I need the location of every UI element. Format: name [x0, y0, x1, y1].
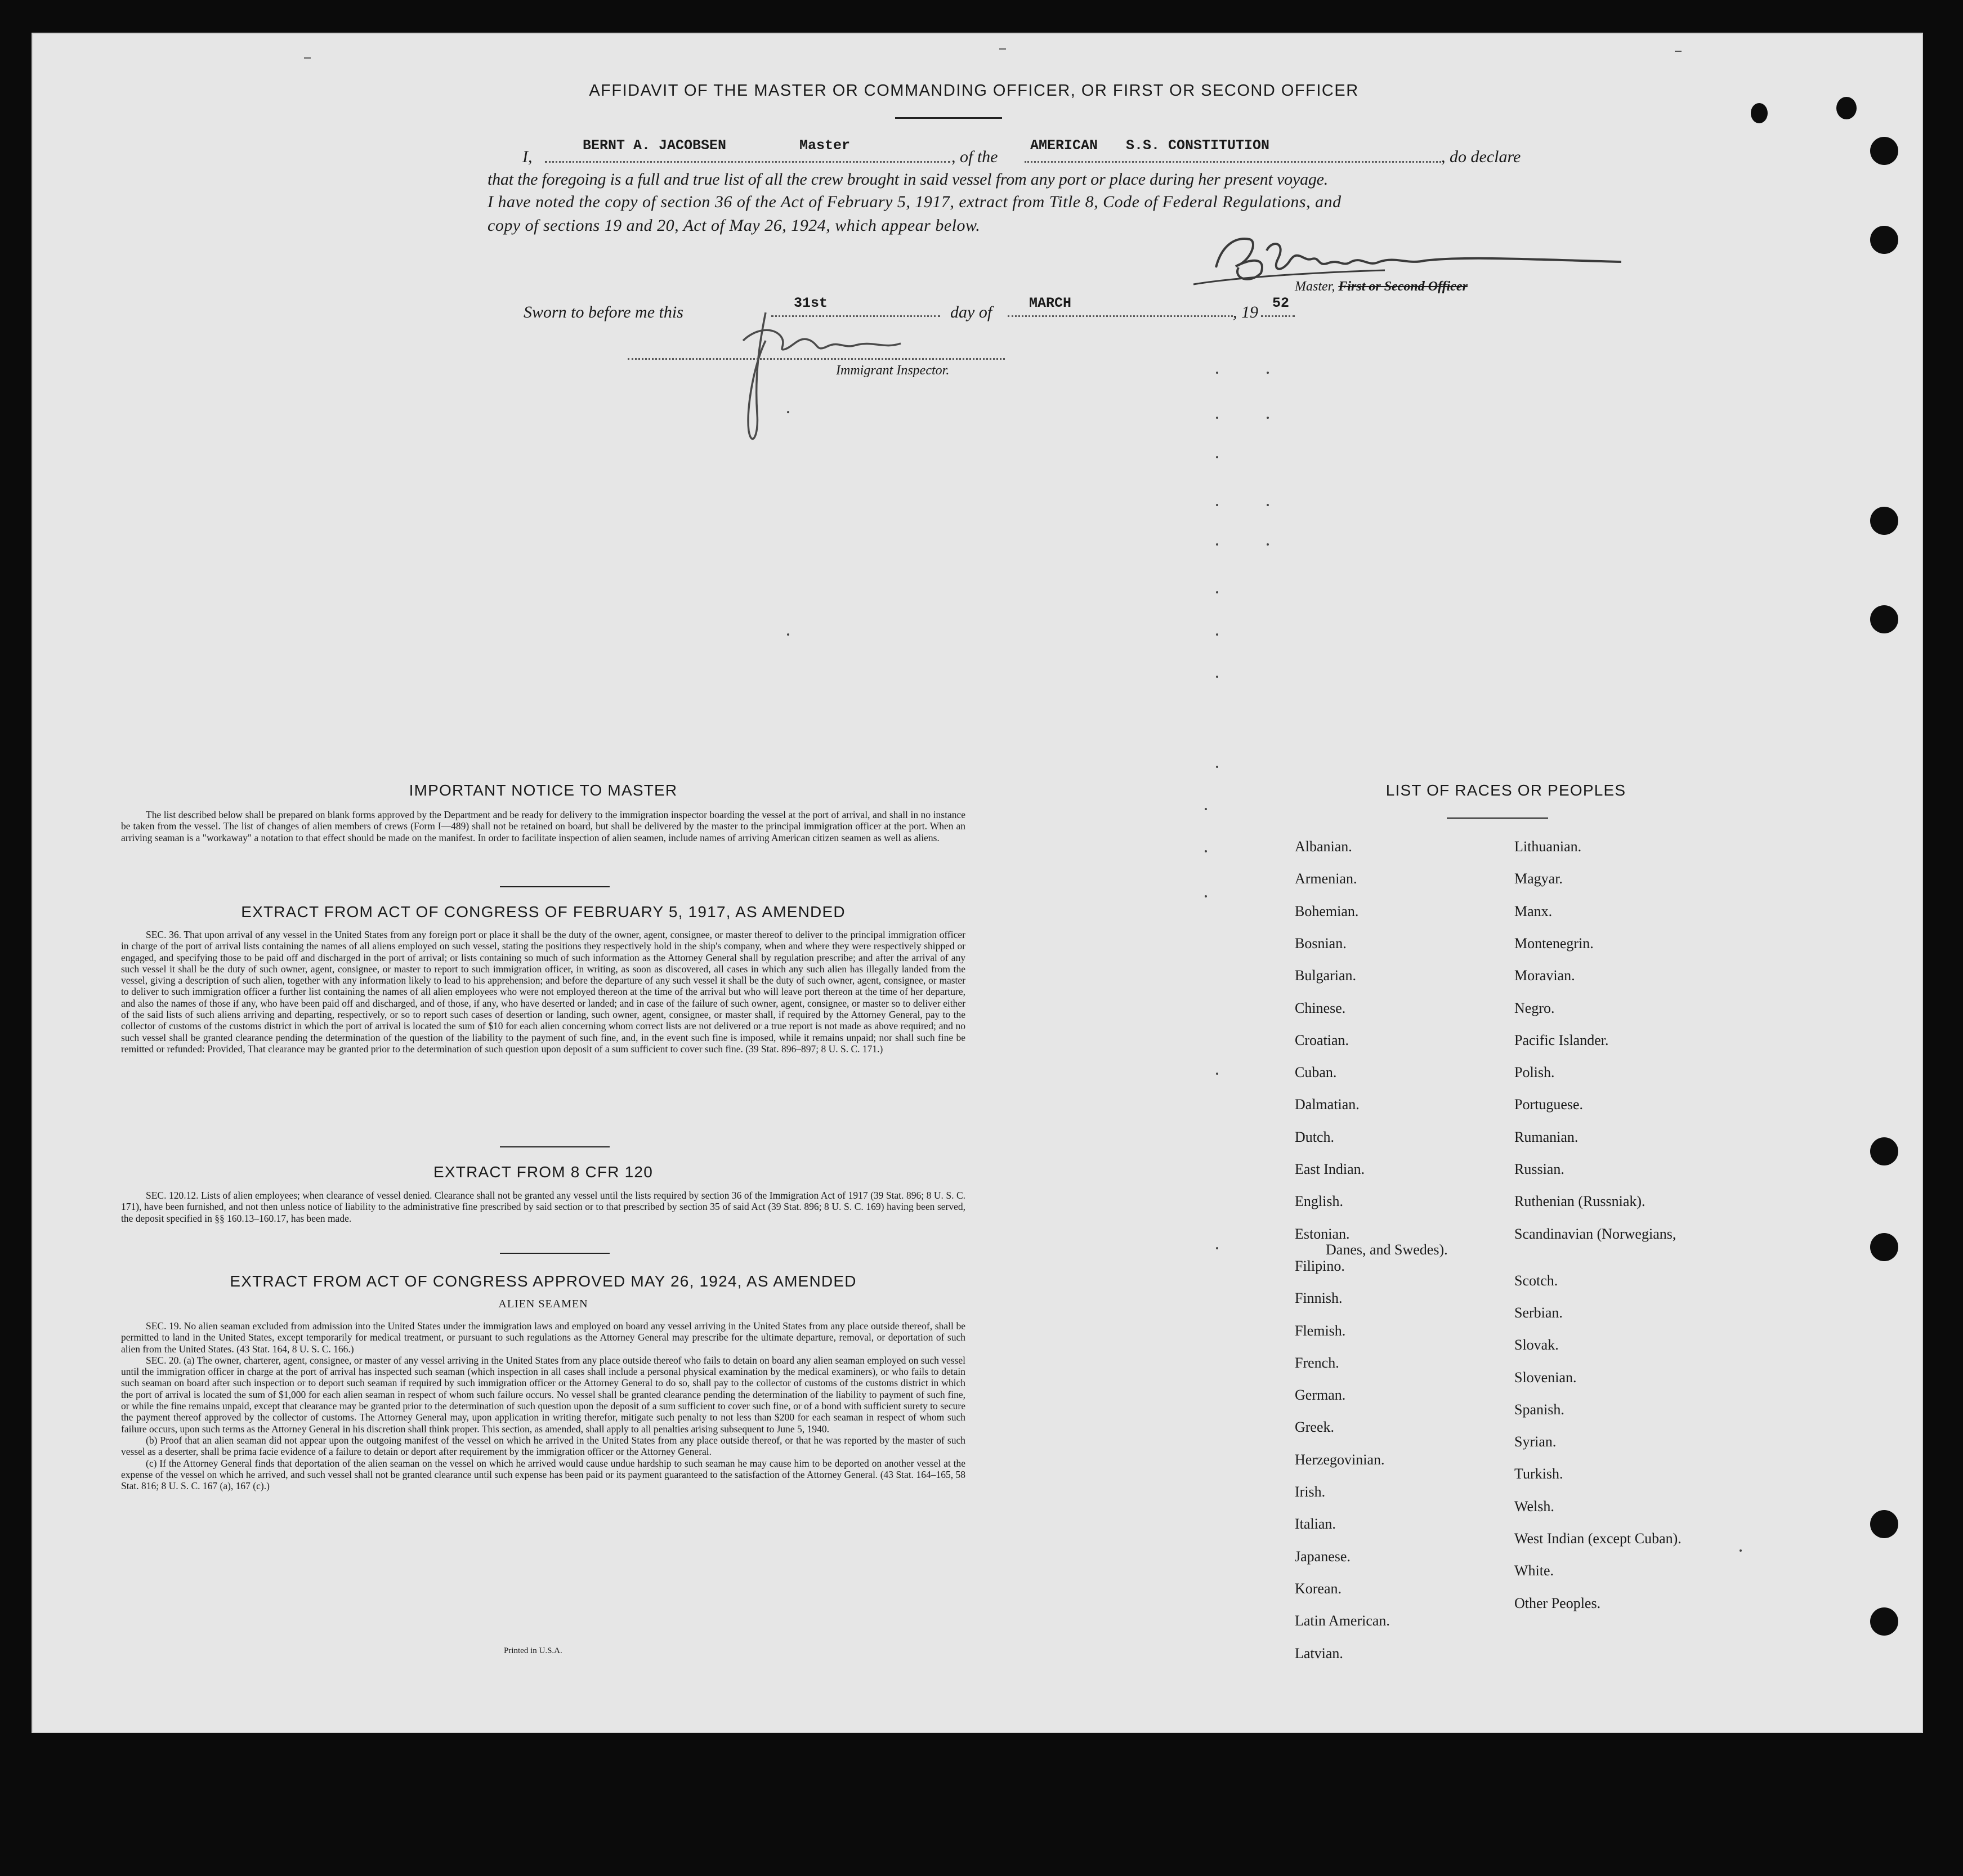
race-item: Greek. [1295, 1419, 1335, 1436]
speck [1267, 504, 1269, 506]
race-item: Herzegovinian. [1295, 1451, 1385, 1468]
race-item: Chinese. [1295, 999, 1346, 1016]
declaration-line-2: that the foregoing is a full and true list of all the crew brought in said vessel from any port or place during her present voyage. [488, 170, 1329, 189]
binder-hole [1870, 1233, 1898, 1261]
sec-120-paragraph: SEC. 120.12. Lists of alien employees; when clearance of vessel denied. Clearance shall not be granted any vessel until the lists required by section 36 of the Immigration Act of 1917 (39 Stat. 896; 8 U. S. C. 171), have been furnished, and not then unless notice of liability to the administrative fine prescribed by said section or to that prescribed by section 35 of said Act (39 Stat. 896; 8 U. S. C. 169) having been served, the deposit specified in §§ 160.13–160.17, has been made. [121, 1190, 965, 1224]
race-item: Latin American. [1295, 1613, 1390, 1629]
race-item: Irish. [1295, 1484, 1326, 1500]
race-item: Magyar. [1514, 870, 1563, 887]
do-declare-text: , do declare [1441, 148, 1521, 166]
speck [1267, 372, 1269, 374]
struck-officer-text: First or Second Officer [1338, 279, 1468, 294]
race-item: Manx. [1514, 903, 1553, 919]
race-item: Other Peoples. [1514, 1594, 1601, 1611]
race-item: Ruthenian (Russniak). [1514, 1193, 1645, 1210]
race-item: Filipino. [1295, 1257, 1345, 1274]
extract-cfr-text [121, 1190, 965, 1224]
race-item: German. [1295, 1387, 1346, 1404]
speck [1205, 850, 1207, 852]
speck [1205, 808, 1207, 810]
vessel-nationality: AMERICAN [1030, 137, 1098, 154]
day-of-text: day of [950, 303, 992, 321]
title-rule [895, 117, 1002, 119]
binder-hole [1870, 507, 1898, 535]
sec-19-paragraph: SEC. 19. No alien seaman excluded from admission into the United States under the immigration laws and employed on board any vessel arriving in the United States from any place outside thereof, shall be permitted to land in the United States, except temporarily for medical treatment, or pursuant to such regulations as the Attorney General may prescribe for the ultimate departure, removal, or deportation of such alien from the United States. (43 Stat. 164, 8 U. S. C. 166.) [121, 1320, 965, 1355]
inspector-caption: Immigrant Inspector. [836, 363, 950, 378]
race-item: Montenegrin. [1514, 935, 1594, 952]
race-item: Russian. [1514, 1161, 1564, 1177]
vessel-name: S.S. CONSTITUTION [1126, 137, 1270, 154]
race-item: Turkish. [1514, 1466, 1563, 1482]
year-blank [1261, 315, 1295, 317]
speck [1216, 1247, 1218, 1249]
speck [1740, 1549, 1742, 1552]
master-rank: Master [799, 137, 851, 154]
extract-1924-title: EXTRACT FROM ACT OF CONGRESS APPROVED MAY 26, 1924, AS AMENDED [230, 1272, 857, 1290]
speck [1216, 456, 1218, 458]
sec-20b-paragraph: (b) Proof that an alien seaman did not appear upon the outgoing manifest of the vessel on which he arrived in the United States from any place outside thereof, or that he was reported by the master of such vessel as a deserter, shall be prima facie evidence of a failure to detain or deport after requirement by the immigration officer or the Attorney General. [121, 1434, 965, 1458]
speck [999, 48, 1006, 50]
speck [1216, 1073, 1218, 1075]
speck [1216, 633, 1218, 636]
declaration-prefix: I, [522, 148, 533, 166]
extract-1924-text [121, 1320, 965, 1491]
race-item: Croatian. [1295, 1031, 1349, 1048]
speck [1216, 676, 1218, 678]
master-caption-prefix: Master, [1295, 279, 1335, 294]
race-item: Serbian. [1514, 1304, 1563, 1321]
speck [304, 57, 311, 59]
race-item: Slovak. [1514, 1337, 1559, 1354]
race-item: French. [1295, 1354, 1339, 1371]
race-item: Syrian. [1514, 1433, 1557, 1450]
speck [1205, 895, 1207, 897]
section-rule [500, 1253, 610, 1254]
sworn-day: 31st [794, 295, 828, 311]
section-rule [500, 1146, 610, 1147]
extract-1917-text [121, 929, 965, 1055]
race-item: Pacific Islander. [1514, 1031, 1609, 1048]
race-item: Flemish. [1295, 1322, 1346, 1339]
sec-20a-paragraph: SEC. 20. (a) The owner, charterer, agent, consignee, or master of any vessel arriving in the United States from any place outside thereof who fails to detain on board any alien seaman employed on such vessel until the immigration officer in charge at the port of arrival has inspected such seaman (which inspection in all cases shall include a personal physical examination by the medical examiners), or who fails to detain such seaman on board after such inspection or to deport such seaman if required by such immigration officer or the Attorney General to do so, shall pay to the collector of customs of the customs district in which the port of arrival is located the sum of $1,000 for each alien seaman in respect of whom such failure occurs. No vessel shall be granted clearance pending the determination of the liability to payment of such fine, or while the fine remains unpaid, except that clearance may be granted prior to the determination of such question upon the deposit of a sum sufficient to cover such fine, or of a bond with sufficient surety to secure the payment thereof approved by the collector of customs. The Attorney General may, upon application in writing therefor, mitigate such penalty to not less than $200 for each seaman in respect of whom such failure occurs, upon such terms as the Attorney General in his discretion shall think proper. This section, as amended, shall apply to all penalties arising subsequent to June 5, 1940. [121, 1354, 965, 1435]
race-item: English. [1295, 1193, 1343, 1210]
speck [1216, 543, 1218, 546]
race-item: Albanian. [1295, 838, 1352, 855]
race-item: Scotch. [1514, 1272, 1558, 1289]
race-item: Danes, and Swedes). [1326, 1241, 1448, 1258]
race-item: Rumanian. [1514, 1128, 1579, 1145]
sworn-year: 52 [1272, 295, 1290, 311]
speck [1267, 417, 1269, 419]
race-item: Armenian. [1295, 870, 1357, 887]
race-item: Lithuanian. [1514, 838, 1582, 855]
race-item: Dutch. [1295, 1128, 1335, 1145]
race-item: Cuban. [1295, 1064, 1337, 1081]
race-item: Italian. [1295, 1516, 1336, 1533]
race-item: West Indian (except Cuban). [1514, 1530, 1682, 1547]
ink-mark [1751, 103, 1768, 123]
race-item: Latvian. [1295, 1645, 1343, 1661]
race-item: Korean. [1295, 1580, 1342, 1597]
speck [1216, 372, 1218, 374]
race-item: Bulgarian. [1295, 967, 1357, 984]
year-prefix: , 19 [1233, 303, 1258, 321]
notice-title: IMPORTANT NOTICE TO MASTER [409, 781, 678, 799]
vessel-blank [1025, 161, 1441, 163]
race-item: Estonian. [1295, 1225, 1350, 1242]
section-rule [500, 886, 610, 887]
race-item: Finnish. [1295, 1290, 1343, 1307]
binder-hole [1870, 1137, 1898, 1165]
race-item: East Indian. [1295, 1161, 1365, 1177]
race-item: Dalmatian. [1295, 1096, 1360, 1113]
extract-1917-title: EXTRACT FROM ACT OF CONGRESS OF FEBRUARY 5, 1917, AS AMENDED [241, 903, 846, 921]
binder-hole [1870, 1510, 1898, 1538]
race-item: Slovenian. [1514, 1369, 1577, 1386]
sworn-month: MARCH [1029, 295, 1072, 311]
race-item: Polish. [1514, 1064, 1555, 1081]
race-item: Welsh. [1514, 1498, 1554, 1515]
speck [1216, 504, 1218, 506]
name-blank [545, 161, 950, 163]
race-item: Moravian. [1514, 967, 1575, 984]
race-item: Bohemian. [1295, 903, 1359, 919]
ink-mark [1836, 97, 1857, 119]
month-blank [1008, 315, 1233, 317]
of-the-text: , of the [951, 148, 998, 166]
race-item: Bosnian. [1295, 935, 1347, 952]
speck [1216, 766, 1218, 768]
affidavit-title: AFFIDAVIT OF THE MASTER OR COMMANDING OFFICER, OR FIRST OR SECOND OFFICER [589, 82, 1359, 100]
speck [787, 633, 789, 636]
sec-20c-paragraph: (c) If the Attorney General finds that deportation of the alien seaman on the vessel on which he arrived would cause undue hardship to such seaman he may cause him to be deported on another vessel at the expense of the vessel on which he arrived, and such vessel shall not be granted clearance until such expense has been paid or its payment guaranteed to the satisfaction of the Attorney General. (43 Stat. 164–165, 58 Stat. 816; 8 U. S. C. 167 (a), 167 (c).) [121, 1457, 965, 1492]
binder-hole [1870, 1607, 1898, 1636]
inspector-signature-line [628, 358, 1005, 360]
races-title-rule [1447, 818, 1548, 819]
notice-paragraph: The list described below shall be prepared on blank forms approved by the Department and be ready for delivery to the immigration inspector boarding the vessel at the port of arrival, and shall in no instance be taken from the vessel. The list of changes of alien members of crews (Form I—489) shall not be retained on board, but shall be delivered by the master to the principal immigration officer at the port. When an arriving seaman is a "workaway" a notation to that effect should be made on the manifest. In order to facilitate inspection of alien seamen, include names of arriving American citizen seamen as well as aliens. [121, 809, 965, 843]
declaration-line-4: copy of sections 19 and 20, Act of May 26, 1924, which appear below. [488, 216, 981, 235]
binder-hole [1870, 605, 1898, 633]
speck [1216, 417, 1218, 419]
speck [1216, 591, 1218, 593]
master-caption [1295, 279, 1468, 294]
extract-cfr-title: EXTRACT FROM 8 CFR 120 [433, 1163, 653, 1181]
race-item: Spanish. [1514, 1401, 1564, 1418]
speck [1267, 543, 1269, 546]
race-item: Scandinavian (Norwegians, [1514, 1225, 1676, 1242]
notice-text [121, 809, 965, 843]
binder-hole [1870, 226, 1898, 254]
race-item: White. [1514, 1562, 1554, 1579]
race-item: Negro. [1514, 999, 1555, 1016]
sec-36-paragraph: SEC. 36. That upon arrival of any vessel in the United States from any foreign port or place it shall be the duty of the owner, agent, consignee, or master thereof to deliver to the principal immigration officer in charge of the port of arrival lists containing the names of all aliens employed on such vessel, stating the positions they respectively hold in the ship's company, when and where they were respectively shipped or engaged, and specifying those to be paid off and discharged in the port of arrival; or lists containing so much of such information as the Attorney General shall by regulation prescribe; and after the arrival of any such vessel it shall be the duty of such owner, agent, consignee, or master to report to such immigration officer, in writing, as soon as discovered, all cases in which any such alien has illegally landed from the vessel, giving a description of such alien, together with any information likely to lead to his apprehension; and before the departure of any such vessel it shall be the duty of such owner, agent, consignee, or master to deliver to such immigration officer a further list containing the names of all alien employees who were not employed thereon at the time of the arrival but who will leave port thereon at the time of her departure, and also the names of those if any, who have been paid off and discharged, and of those, if any, who have deserted or landed; and in case of the failure of such owner, agent, consignee, or master so to deliver either of the said lists of such aliens arriving and departing, respectively, or so to report such cases of desertion or landing, such owner, agent, consignee, or master shall, if required by the Attorney General, pay to the collector of customs of the customs district in which the port of arrival is located the sum of $10 for each alien concerning whom correct lists are not delivered or a true report is not made as above required; and no such vessel shall be granted clearance pending the determination of the question of the liability to the payment of such fine, and, in the event such fine is imposed, while it remains unpaid; nor shall such fine be remitted or refunded: Provided, That clearance may be granted prior to the determination of such question upon deposit of a sum sufficient to cover such fine. (39 Stat. 896–897; 8 U. S. C. 171.) [121, 929, 965, 1055]
speck [1675, 51, 1682, 52]
race-item: Japanese. [1295, 1548, 1351, 1565]
races-title: LIST OF RACES OR PEOPLES [1385, 781, 1626, 799]
race-item: Portuguese. [1514, 1096, 1584, 1113]
master-name: BERNT A. JACOBSEN [583, 137, 727, 154]
printed-in-usa: Printed in U.S.A. [504, 1646, 562, 1655]
alien-seamen-subtitle: ALIEN SEAMEN [498, 1298, 588, 1310]
binder-hole [1870, 137, 1898, 165]
sworn-text: Sworn to before me this [524, 303, 683, 321]
declaration-line-3: I have noted the copy of section 36 of the Act of February 5, 1917, extract from Title 8, Code of Federal Regulations, and [488, 193, 1342, 211]
